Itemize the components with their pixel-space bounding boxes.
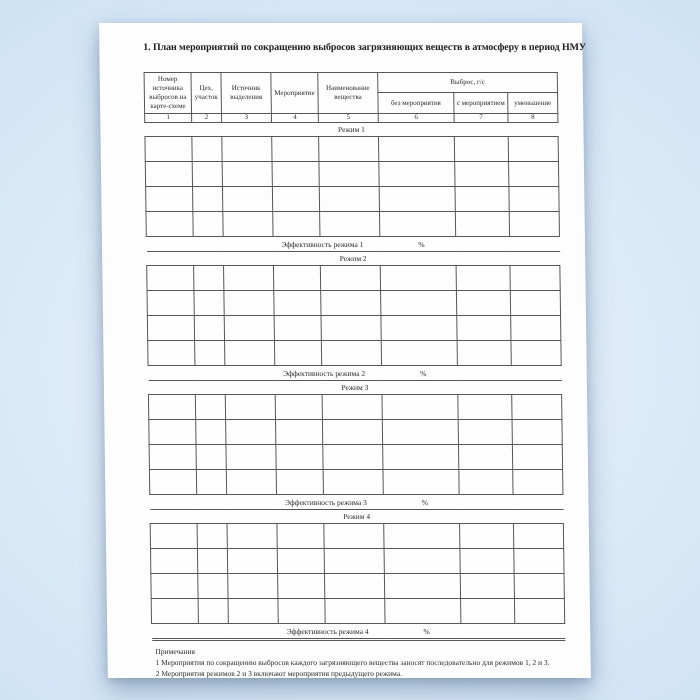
empty-cell [513,524,563,549]
empty-cell [226,420,276,445]
empty-cell [149,470,196,495]
table-row [151,549,565,574]
col-number: 7 [454,114,508,123]
empty-cell [193,212,223,237]
empty-cell [512,420,562,445]
mode-row [148,381,561,395]
empty-cell [273,212,320,237]
empty-cell [322,420,382,445]
notes [151,647,569,680]
note-item: 1 Мероприятия по сокращению выбросов каждого загрязняющего вещества заносят последовательно для режимов 1, 2 и 3. [155,657,550,667]
empty-cell [276,470,323,495]
empty-cell [278,574,325,599]
empty-cell [151,574,198,599]
effectiveness-label: Эффективность режима 2 [283,368,366,378]
empty-cell [385,599,461,624]
document-page [99,23,591,678]
mode-row [146,252,559,266]
empty-cell [192,137,222,162]
empty-cell [381,291,457,316]
empty-cell [147,316,194,341]
empty-cell [224,316,274,341]
effectiveness-label: Эффективность режима 3 [284,497,367,507]
empty-cell [508,137,558,162]
empty-cell [323,470,383,495]
mode-label: Режим 2 [146,252,559,266]
empty-cell [320,266,380,291]
percent-sign: % [423,626,430,636]
empty-cell [382,420,458,445]
empty-cell [198,599,228,624]
empty-cell [510,266,560,291]
empty-cell [226,470,276,495]
empty-cell [198,574,228,599]
empty-cell [147,266,194,291]
empty-cell [382,395,458,420]
empty-cell [457,341,511,366]
empty-cell [509,162,559,187]
header-row-numbers [145,114,558,123]
empty-cell [193,187,223,212]
percent-sign: % [418,239,425,249]
header-row-main [144,73,557,93]
empty-cell [384,574,460,599]
empty-cell [195,395,225,420]
empty-cell [225,395,275,420]
empty-cell [272,187,319,212]
empty-cell [322,395,382,420]
empty-cell [319,162,379,187]
col-header-with-measure: с мероприятием [454,93,508,114]
col-header-reduction: уменьшение [508,93,558,114]
effectiveness-row [152,624,565,640]
empty-cell [274,291,321,316]
empty-cell [145,137,192,162]
col-number: 5 [318,114,378,123]
empty-cell [511,341,561,366]
empty-cell [510,291,560,316]
empty-cell [192,162,222,187]
col-number: 3 [221,114,271,123]
empty-cell [454,137,508,162]
empty-cell [277,549,324,574]
empty-cell [458,445,512,470]
notes-heading: Примечания [155,647,196,656]
empty-cell [226,445,276,470]
empty-cell [273,266,320,291]
empty-cell [459,470,513,495]
section-rezhim-3 [148,381,563,510]
empty-cell [380,266,456,291]
empty-cell [379,187,455,212]
empty-cell [276,445,323,470]
empty-cell [146,187,193,212]
empty-cell [222,137,272,162]
mode-label: Режим 4 [150,510,563,524]
col-header-measure: Мероприятие [271,73,318,114]
empty-cell [275,395,322,420]
col-number: 8 [508,114,558,123]
table-row [149,470,563,495]
effectiveness-row [146,237,559,252]
empty-cell [511,316,561,341]
table-row [147,266,561,291]
empty-cell [323,445,383,470]
empty-cell [272,137,319,162]
table-row [148,341,562,366]
empty-cell [222,162,272,187]
empty-cell [324,549,384,574]
table-header [144,73,558,123]
col-header-emission-group: Выброс, г/с [378,73,558,93]
empty-cell [456,266,510,291]
empty-cell [460,574,514,599]
empty-cell [194,291,224,316]
col-header-emission-origin: Источник выделения [221,73,271,114]
table-row [146,187,560,212]
empty-cell [196,420,226,445]
empty-cell [147,291,194,316]
empty-cell [224,291,274,316]
effectiveness-row [148,366,561,381]
empty-cell [276,420,323,445]
empty-cell [458,395,512,420]
emissions-reduction-plan-table [144,72,566,641]
document-title: 1. План мероприятий по сокращению выбросов загрязняющих веществ в атмосферу в период НМУ [143,42,587,53]
effectiveness-row [150,495,563,510]
table-row [151,574,565,599]
section-rezhim-4 [150,510,565,640]
table-row [146,212,560,237]
table-row [145,137,559,162]
empty-cell [319,187,379,212]
empty-cell [197,524,227,549]
section-rezhim-1 [145,123,560,252]
empty-cell [381,316,457,341]
empty-cell [151,599,198,624]
empty-cell [512,395,562,420]
table-row [151,599,565,624]
effectiveness-label: Эффективность режима 1 [281,239,364,249]
effectiveness-cell [152,624,565,640]
empty-cell [512,445,562,470]
empty-cell [509,187,559,212]
effectiveness-label: Эффективность режима 4 [286,626,369,636]
empty-cell [149,445,196,470]
col-header-source-number: Номер источника выбросов на карте-схеме [144,73,191,114]
empty-cell [278,599,325,624]
empty-cell [148,395,195,420]
empty-cell [458,420,512,445]
empty-cell [383,445,459,470]
empty-cell [150,524,197,549]
empty-cell [196,470,226,495]
table-row [145,162,559,187]
table-row [147,291,561,316]
note-item: 2 Мероприятия режимов 2 и 3 включают мероприятия предыдущего режима. [155,668,403,678]
empty-cell [381,341,457,366]
empty-cell [384,549,460,574]
col-number: 6 [378,114,454,123]
empty-cell [378,137,454,162]
empty-cell [456,291,510,316]
effectiveness-cell [146,237,559,252]
page-content [99,23,591,680]
empty-cell [509,212,559,237]
table-row [148,395,562,420]
col-header-without-measure: без мероприятия [378,93,454,114]
percent-sign: % [421,497,429,507]
empty-cell [222,187,272,212]
empty-cell [319,137,379,162]
mode-label: Режим 1 [145,123,558,137]
empty-cell [514,599,564,624]
col-header-substance: Наименование вещества [318,73,378,114]
mode-row [145,123,558,137]
empty-cell [461,599,515,624]
empty-cell [274,316,321,341]
empty-cell [196,445,226,470]
empty-cell [325,599,385,624]
empty-cell [379,212,455,237]
table-row [149,445,563,470]
empty-cell [455,212,509,237]
empty-cell [514,549,564,574]
empty-cell [148,341,195,366]
empty-cell [146,212,193,237]
empty-cell [151,549,198,574]
empty-cell [320,212,380,237]
empty-cell [223,212,273,237]
empty-cell [224,266,274,291]
empty-cell [321,341,381,366]
empty-cell [321,291,381,316]
empty-cell [321,316,381,341]
col-number: 1 [145,114,192,123]
empty-cell [194,316,224,341]
empty-cell [460,549,514,574]
empty-cell [460,524,514,549]
empty-cell [228,574,278,599]
empty-cell [227,524,277,549]
empty-cell [324,574,384,599]
empty-cell [457,316,511,341]
section-rezhim-2 [146,252,561,381]
empty-cell [145,162,192,187]
empty-cell [383,470,459,495]
col-number: 4 [271,114,318,123]
empty-cell [514,574,564,599]
empty-cell [225,341,275,366]
empty-cell [194,266,224,291]
empty-cell [197,549,227,574]
mode-label: Режим 3 [148,381,561,395]
empty-cell [228,599,278,624]
percent-sign: % [419,368,427,378]
col-number: 2 [192,114,222,123]
empty-cell [277,524,324,549]
empty-cell [455,162,509,187]
empty-cell [384,524,460,549]
empty-cell [455,187,509,212]
empty-cell [195,341,225,366]
empty-cell [379,162,455,187]
table-row [150,524,564,549]
mode-row [150,510,563,524]
empty-cell [272,162,319,187]
empty-cell [149,420,196,445]
effectiveness-cell [150,495,563,510]
empty-cell [274,341,321,366]
empty-cell [324,524,384,549]
col-header-shop: Цех, участок [191,73,221,114]
empty-cell [227,549,277,574]
table-row [147,316,561,341]
empty-cell [513,470,563,495]
effectiveness-cell [148,366,561,381]
table-row [149,420,563,445]
